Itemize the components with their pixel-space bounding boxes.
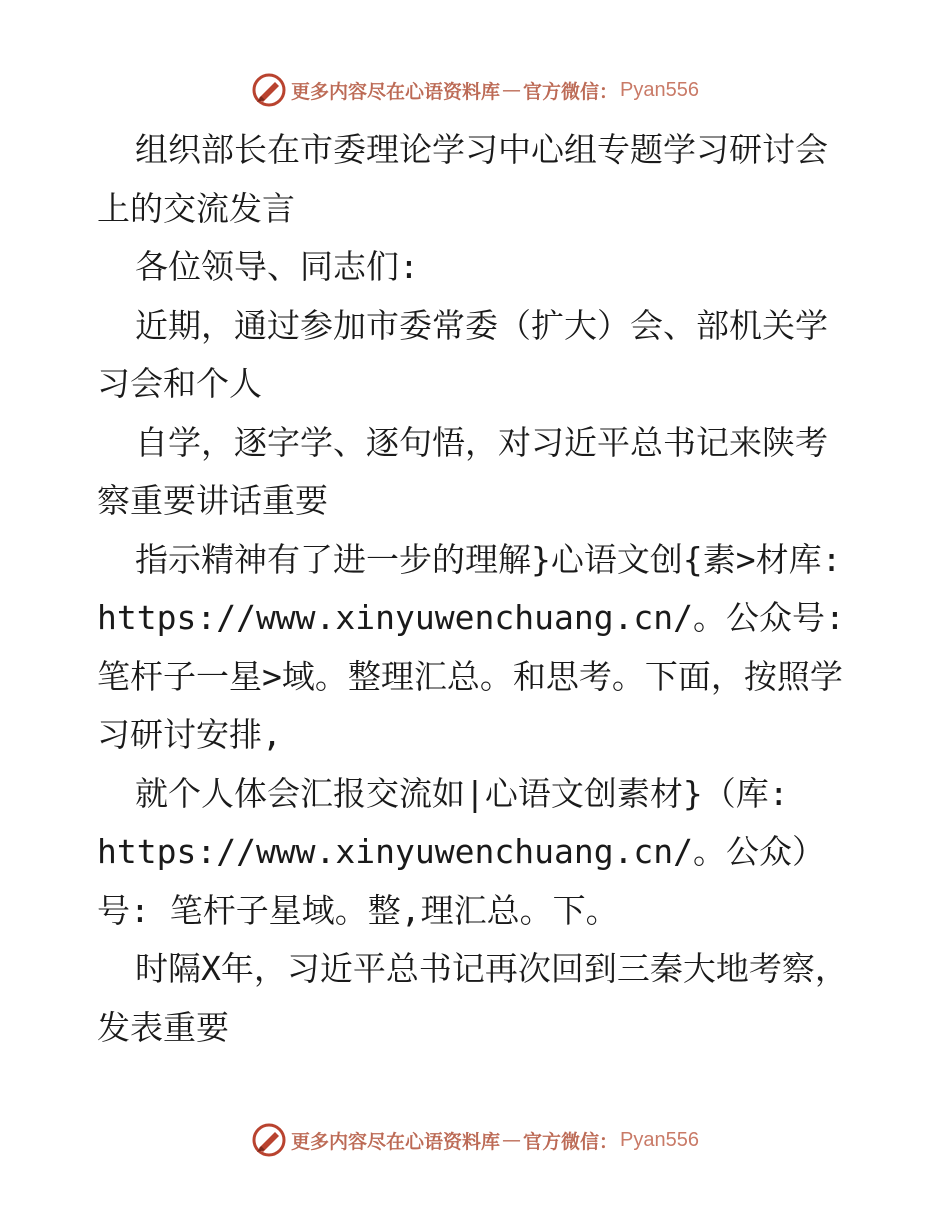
wechat-id: Pyan556 [620, 1128, 699, 1151]
wechat-label: 官方微信： [523, 80, 619, 103]
paragraph: 时隔X年，习近平总书记再次回到三秦大地考察，发表重要 [97, 949, 848, 1047]
document-title: 组织部长在市委理论学习中心组专题学习研讨会上的交流发言 [97, 130, 828, 228]
wechat-id: Pyan556 [620, 78, 699, 101]
wechat-label: 官方微信： [523, 1130, 619, 1153]
paragraph: 自学，逐字学、逐句悟，对习近平总书记来陕考察重要讲话重要 [97, 422, 828, 520]
paragraph: 近期，通过参加市委常委（扩大）会、部机关学习会和个人 [97, 305, 828, 403]
document-body [97, 121, 857, 1057]
footer-banner [0, 1120, 950, 1160]
banner-text: 更多内容尽在心语资料库 [291, 80, 501, 103]
paragraph: 指示精神有了进一步的理解}心语文创{素>材库: https://www.xinyuwenchuang.cn/。公众号:笔杆子一星>域。整理汇总。和思考。下面，按照学习研讨安排, [97, 539, 845, 754]
banner-text: 更多内容尽在心语资料库 [291, 1130, 501, 1153]
pen-logo-icon [251, 1122, 287, 1158]
banner-separator: — [502, 1129, 522, 1151]
salutation: 各位领导、同志们: [135, 247, 419, 286]
header-banner [0, 70, 950, 110]
paragraph: 就个人体会汇报交流如|心语文创素材}（库: https://www.xinyuwenchuang.cn/。公众）号: 笔杆子星域。整,理汇总。下。 [97, 773, 826, 930]
pen-logo-icon [251, 72, 287, 108]
banner-separator: — [502, 79, 522, 101]
